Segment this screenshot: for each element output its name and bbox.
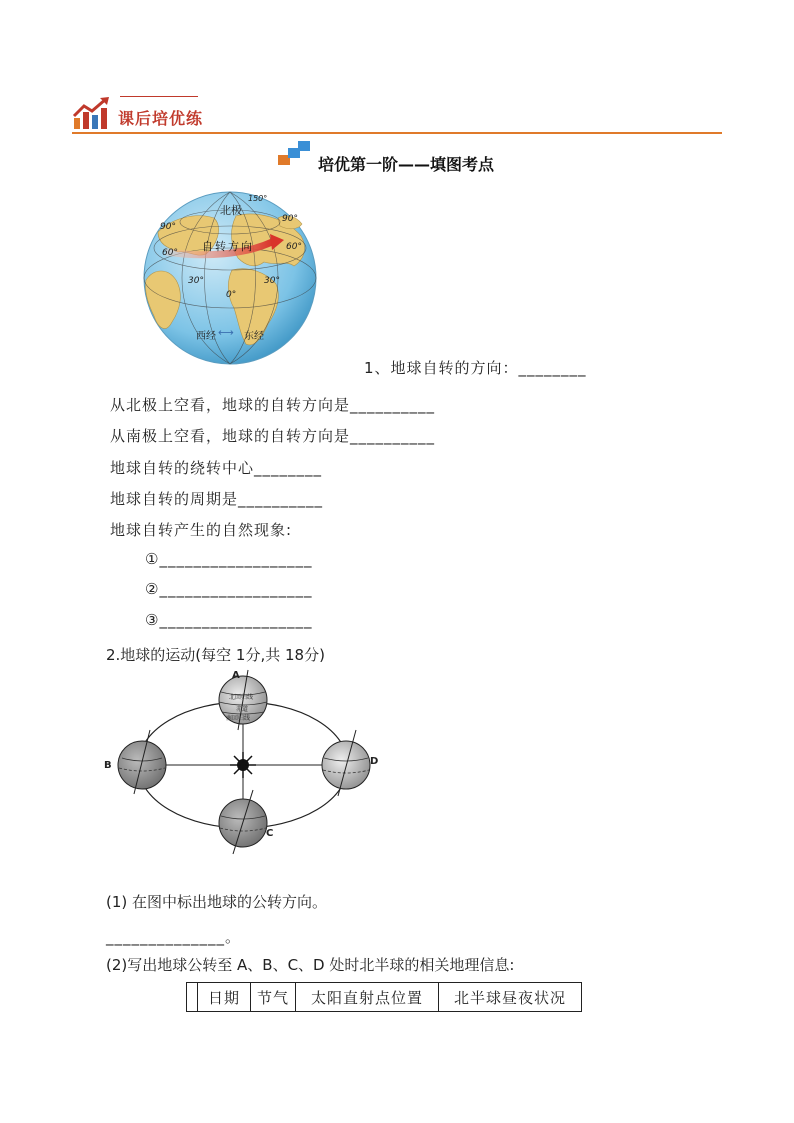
orbit-label-b: B	[104, 760, 112, 771]
lat-30-left-label: 30°	[188, 276, 204, 286]
q1-line-phenomena: 地球自转产生的自然现象:	[110, 521, 293, 539]
table-header-cell: 日期	[198, 983, 251, 1012]
orbit-label-a: A	[232, 670, 240, 681]
q1-line-north: 从北极上空看，地球的自转方向是__________	[110, 396, 436, 414]
tropic-capricorn-label: 南回归线	[226, 715, 251, 722]
header-underline	[72, 132, 722, 134]
q2-sub2: (2)写出地球公转至 A、B、C、D 处时北半球的相关地理信息:	[106, 956, 515, 974]
lat-top-label: 150°	[248, 194, 268, 203]
steps-icon	[278, 141, 312, 165]
header-top-rule	[120, 96, 198, 97]
lat-30-right-label: 30°	[264, 276, 280, 286]
equator-label: 赤道	[236, 706, 249, 713]
lat-90-right-label: 90°	[282, 214, 298, 224]
q1-item-3: ③__________________	[145, 611, 313, 629]
growth-chart-icon	[72, 96, 112, 130]
section-title: 课后培优练	[118, 109, 204, 128]
table-header-cell	[187, 983, 198, 1012]
q1-line-south: 从南极上空看，地球的自转方向是__________	[110, 427, 436, 445]
q1-item-1: ①__________________	[145, 550, 313, 568]
geo-info-table	[186, 982, 582, 1012]
orbit-label-c: C	[266, 828, 274, 839]
north-pole-label: 北极	[220, 204, 242, 217]
rotation-direction-label: 自转方向	[202, 240, 254, 253]
table-header-cell: 节气	[251, 983, 296, 1012]
sub-section-title: 培优第一阶——填图考点	[318, 155, 495, 174]
q1-title: 1、地球自转的方向：________	[364, 359, 587, 377]
q1-line-period: 地球自转的周期是__________	[110, 490, 324, 508]
table-header-cell: 太阳直射点位置	[296, 983, 439, 1012]
lat-90-left-label: 90°	[160, 222, 176, 232]
table-header-cell: 北半球昼夜状况	[439, 983, 582, 1012]
q2-answer-blank: ______________。	[106, 928, 242, 946]
double-arrow-icon: ⟷	[218, 326, 234, 339]
orbit-label-d: D	[370, 756, 379, 767]
east-longitude-label: 东经	[244, 331, 264, 342]
lat-0-label: 0°	[226, 290, 237, 300]
sun-icon	[230, 752, 256, 778]
west-longitude-label: 西经	[196, 331, 216, 342]
lat-60-right-label: 60°	[286, 242, 302, 252]
q1-line-center: 地球自转的绕转中心________	[110, 459, 323, 477]
lat-60-left-label: 60°	[162, 248, 178, 258]
q2-sub1: (1) 在图中标出地球的公转方向。	[106, 893, 328, 911]
q2-title: 2.地球的运动(每空 1分,共 18分)	[106, 646, 325, 664]
tropic-cancer-label: 北回归线	[229, 694, 254, 701]
table-header-row	[187, 983, 582, 1012]
q1-item-2: ②__________________	[145, 580, 313, 598]
